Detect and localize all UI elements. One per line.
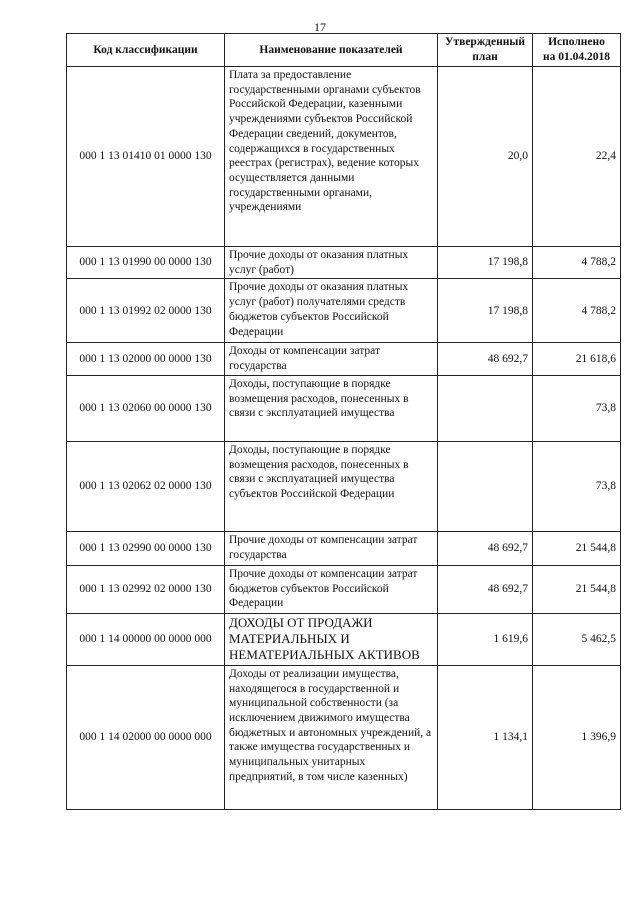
row-exec: 22,4 (533, 67, 621, 247)
table-row (67, 67, 621, 247)
table-row (67, 613, 621, 665)
row-name: Прочие доходы от оказания платных услуг (работ) получателями средств бюджетов субъектов Российской Федерации (225, 279, 438, 343)
row-exec: 5 462,5 (533, 613, 621, 665)
row-name: Прочие доходы от оказания платных услуг (работ) (225, 247, 438, 279)
row-plan: 48 692,7 (438, 565, 533, 613)
row-name: Прочие доходы от компенсации затрат бюджетов субъектов Российской Федерации (225, 565, 438, 613)
table-row (67, 247, 621, 279)
row-name: Доходы, поступающие в порядке возмещения расходов, понесенных в связи с эксплуатацией имущества (225, 375, 438, 441)
row-exec: 21 544,8 (533, 531, 621, 565)
row-code: 000 1 13 01992 02 0000 130 (67, 279, 225, 343)
row-code: 000 1 13 01410 01 0000 130 (67, 67, 225, 247)
row-code: 000 1 13 02060 00 0000 130 (67, 375, 225, 441)
table-row (67, 279, 621, 343)
row-plan (438, 441, 533, 531)
table-header-row (67, 34, 621, 67)
row-name: ДОХОДЫ ОТ ПРОДАЖИ МАТЕРИАЛЬНЫХ И НЕМАТЕРИАЛЬНЫХ АКТИВОВ (225, 613, 438, 665)
row-exec: 4 788,2 (533, 279, 621, 343)
row-plan: 1 619,6 (438, 613, 533, 665)
header-name: Наименование показателей (225, 34, 438, 67)
row-plan: 17 198,8 (438, 279, 533, 343)
row-exec: 73,8 (533, 375, 621, 441)
row-exec: 21 618,6 (533, 343, 621, 375)
row-name: Плата за предоставление государственными органами субъектов Российской Федерации, казенными учреждениями субъектов Российской Федерации сведений, документов, содержащихся в государственных реестрах (регистрах), ведение которых осуществляется данными государственными органами, учреждениями (225, 67, 438, 247)
header-exec (533, 34, 621, 67)
page-number: 17 (314, 20, 326, 34)
row-plan: 48 692,7 (438, 531, 533, 565)
header-exec-line1: Исполнено (548, 36, 605, 49)
table-row (67, 441, 621, 531)
row-plan (438, 375, 533, 441)
table-row (67, 343, 621, 375)
row-name: Прочие доходы от компенсации затрат государства (225, 531, 438, 565)
row-code: 000 1 13 02990 00 0000 130 (67, 531, 225, 565)
row-exec: 21 544,8 (533, 565, 621, 613)
row-exec: 4 788,2 (533, 247, 621, 279)
row-code: 000 1 13 02000 00 0000 130 (67, 343, 225, 375)
row-exec: 1 396,9 (533, 665, 621, 809)
table-row (67, 531, 621, 565)
header-plan-line2: план (472, 51, 498, 63)
header-code: Код классификации (67, 34, 225, 67)
row-plan: 1 134,1 (438, 665, 533, 809)
row-exec: 73,8 (533, 441, 621, 531)
row-code: 000 1 14 02000 00 0000 000 (67, 665, 225, 809)
row-code: 000 1 13 02992 02 0000 130 (67, 565, 225, 613)
row-code: 000 1 13 01990 00 0000 130 (67, 247, 225, 279)
row-code: 000 1 13 02062 02 0000 130 (67, 441, 225, 531)
header-plan-line1: Утвержденный (445, 36, 525, 49)
row-plan: 17 198,8 (438, 247, 533, 279)
table-row (67, 565, 621, 613)
row-name: Доходы от реализации имущества, находящегося в государственной и муниципальной собственности (за исключением движимого имущества бюджетных и автономных учреждений, а также имущества государственных и муниципальных унитарных предприятий, в том числе казенных) (225, 665, 438, 809)
header-plan (438, 34, 533, 67)
row-plan: 48 692,7 (438, 343, 533, 375)
budget-table (66, 33, 621, 810)
row-code: 000 1 14 00000 00 0000 000 (67, 613, 225, 665)
table-row (67, 375, 621, 441)
table-row (67, 665, 621, 809)
row-name: Доходы, поступающие в порядке возмещения расходов, понесенных в связи с эксплуатацией имущества субъектов Российской Федерации (225, 441, 438, 531)
header-exec-line2: на 01.04.2018 (542, 51, 610, 63)
row-name: Доходы от компенсации затрат государства (225, 343, 438, 375)
row-plan: 20,0 (438, 67, 533, 247)
